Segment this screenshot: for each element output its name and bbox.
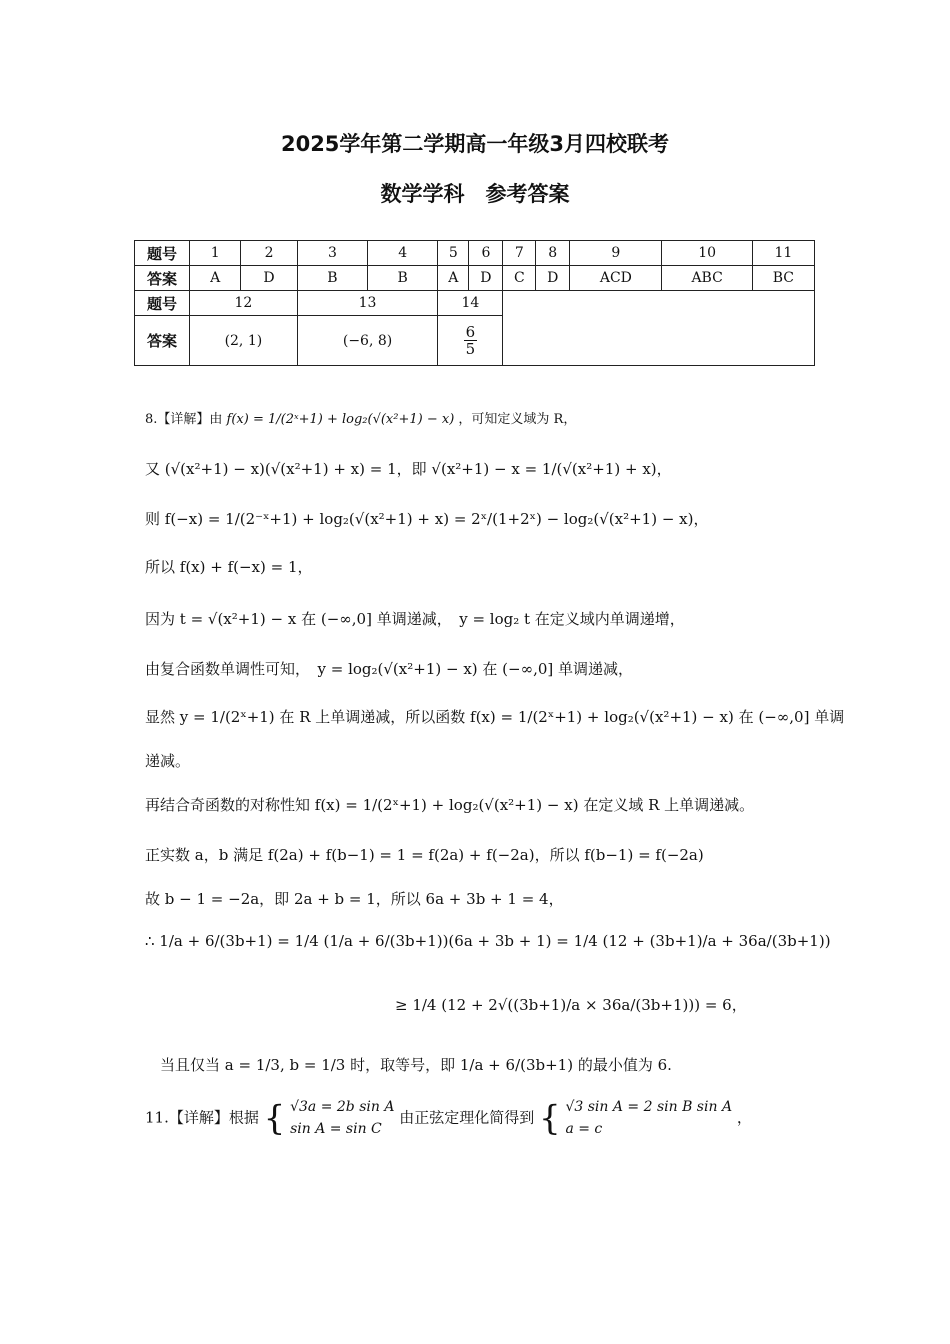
solution-line: 正实数 a，b 满足 f(2a) + f(b−1) = 1 = f(2a) + f(−2a)，所以 f(b−1) = f(−2a) bbox=[145, 846, 704, 864]
solution-line: 再结合奇函数的对称性知 f(x) = 1/(2ˣ+1) + log₂(√(x²+1) − x) 在定义域 R 上单调递减。 bbox=[145, 796, 755, 814]
q-number: 6 bbox=[469, 241, 503, 266]
q-answer: B bbox=[297, 266, 367, 291]
table-row-numbers-1 bbox=[135, 241, 815, 266]
solution-line: 则 f(−x) = 1/(2⁻ˣ+1) + log₂(√(x²+1) + x) = 2ˣ/(1+2ˣ) − log₂(√(x²+1) − x)， bbox=[145, 510, 709, 528]
label-answer: 答案 bbox=[135, 316, 190, 366]
left-brace: { bbox=[263, 1098, 286, 1139]
q-number: 12 bbox=[190, 291, 298, 316]
label-question: 题号 bbox=[135, 291, 190, 316]
solution-line: 递减。 bbox=[145, 752, 191, 770]
solution-text: ， bbox=[736, 1108, 752, 1127]
equation-system bbox=[565, 1096, 732, 1141]
fraction-numerator: 6 bbox=[465, 322, 476, 341]
equation: √3 sin A = 2 sin B sin A bbox=[565, 1099, 733, 1115]
solution-line: 因为 t = √(x²+1) − x 在 (−∞,0] 单调递减， y = log₂ t 在定义域内单调递增， bbox=[145, 610, 685, 628]
solution-text: 由正弦定理化简得到 bbox=[399, 1108, 535, 1127]
solution-line: ≥ 1/4 (12 + 2√((3b+1)/a × 36a/(3b+1))) = 6， bbox=[395, 996, 747, 1014]
document-title: 2025学年第二学期高一年级3月四校联考 bbox=[280, 132, 670, 156]
label-answer: 答案 bbox=[135, 266, 190, 291]
q-number: 11 bbox=[752, 241, 814, 266]
q-number: 2 bbox=[241, 241, 297, 266]
q-answer: D bbox=[469, 266, 503, 291]
q-answer: D bbox=[536, 266, 570, 291]
q-answer: C bbox=[503, 266, 536, 291]
solution-line: 显然 y = 1/(2ˣ+1) 在 R 上单调递减，所以函数 f(x) = 1/(2ˣ+1) + log₂(√(x²+1) − x) 在 (−∞,0] 单调 bbox=[145, 708, 845, 726]
q-number: 3 bbox=[297, 241, 367, 266]
solution-line: 又 (√(x²+1) − x)(√(x²+1) + x) = 1，即 √(x²+1) − x = 1/(√(x²+1) + x)， bbox=[145, 460, 672, 478]
solution-label: 11.【详解】根据 bbox=[145, 1108, 259, 1127]
q-number: 4 bbox=[368, 241, 438, 266]
q-answer: (2, 1) bbox=[190, 316, 298, 366]
answer-table bbox=[134, 240, 815, 366]
equation-system bbox=[290, 1096, 394, 1141]
solution-line: 由复合函数单调性可知， y = log₂(√(x²+1) − x) 在 (−∞,0] 单调递减， bbox=[145, 660, 634, 678]
q-number: 9 bbox=[570, 241, 662, 266]
equation: a = c bbox=[565, 1121, 603, 1138]
solution-label: 8.【详解】由 bbox=[145, 412, 223, 427]
solution-line-11 bbox=[145, 1096, 752, 1141]
q-number: 7 bbox=[503, 241, 536, 266]
q-number: 14 bbox=[438, 291, 503, 316]
formula: f(x) = 1/(2ˣ+1) + log₂(√(x²+1) − x) bbox=[226, 412, 455, 427]
document-subtitle: 数学学科 参考答案 bbox=[380, 182, 570, 206]
left-brace: { bbox=[539, 1098, 561, 1139]
q-number: 10 bbox=[662, 241, 752, 266]
q-answer: A bbox=[438, 266, 469, 291]
empty-cell bbox=[503, 291, 815, 366]
q-answer: B bbox=[368, 266, 438, 291]
solution-line: 故 b − 1 = −2a，即 2a + b = 1，所以 6a + 3b + 1 = 4， bbox=[145, 890, 564, 908]
fraction bbox=[464, 324, 478, 358]
q-answer: (−6, 8) bbox=[297, 316, 438, 366]
q-answer-fraction bbox=[438, 316, 503, 366]
equation: sin A = sin C bbox=[290, 1121, 382, 1138]
equation: √3a = 2b sin A bbox=[290, 1099, 395, 1115]
q-answer: BC bbox=[752, 266, 814, 291]
q-number: 1 bbox=[190, 241, 241, 266]
table-row-numbers-2 bbox=[135, 291, 815, 316]
fraction-denominator: 5 bbox=[465, 340, 476, 358]
q-answer: A bbox=[190, 266, 241, 291]
q-answer: ABC bbox=[662, 266, 752, 291]
solution-line: 当且仅当 a = 1/3, b = 1/3 时，取等号，即 1/a + 6/(3b+1) 的最小值为 6. bbox=[160, 1056, 672, 1074]
q-answer: D bbox=[241, 266, 297, 291]
table-row-answers-1 bbox=[135, 266, 815, 291]
q-number: 5 bbox=[438, 241, 469, 266]
q-number: 13 bbox=[297, 291, 438, 316]
solution-line: ∴ 1/a + 6/(3b+1) = 1/4 (1/a + 6/(3b+1))(6a + 3b + 1) = 1/4 (12 + (3b+1)/a + 36a/(3b+1)) bbox=[145, 932, 831, 950]
solution-line: 所以 f(x) + f(−x) = 1， bbox=[145, 558, 313, 576]
label-question: 题号 bbox=[135, 241, 190, 266]
q-answer: ACD bbox=[570, 266, 662, 291]
q-number: 8 bbox=[536, 241, 570, 266]
solution-line bbox=[145, 408, 576, 427]
solution-text: ，可知定义域为 R， bbox=[458, 412, 577, 427]
